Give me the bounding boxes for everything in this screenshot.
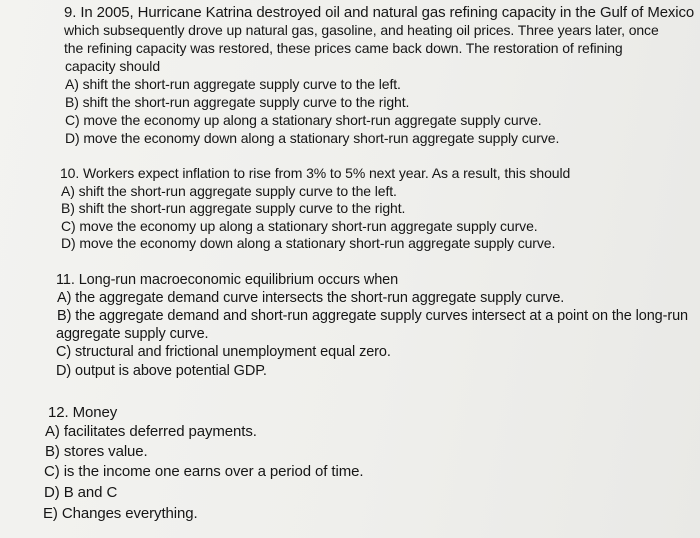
question-9-stem-line-1: 9. In 2005, Hurricane Katrina destroyed oil and natural gas refining capacity in the Gulf of Mexico	[64, 4, 695, 21]
question-9-stem-line-4: capacity should	[65, 58, 161, 74]
question-12-option-b: B) stores value.	[45, 443, 148, 460]
question-9-option-a: A) shift the short-run aggregate supply curve to the left.	[65, 76, 401, 92]
question-12-option-d: D) B and C	[44, 484, 118, 501]
question-11-option-c: C) structural and frictional unemployment equal zero.	[56, 344, 391, 360]
question-10-option-b: B) shift the short-run aggregate supply curve to the right.	[61, 200, 406, 216]
question-10-option-c: C) move the economy up along a stationary short-run aggregate supply curve.	[61, 218, 538, 234]
question-9-option-c: C) move the economy up along a stationary short-run aggregate supply curve.	[65, 112, 542, 128]
question-12-option-c: C) is the income one earns over a period of time.	[44, 463, 364, 480]
question-11-option-d: D) output is above potential GDP.	[56, 363, 267, 379]
question-9-stem-line-3: the refining capacity was restored, these prices came back down. The restoration of refining	[64, 40, 623, 56]
question-9-option-b: B) shift the short-run aggregate supply curve to the right.	[65, 94, 410, 110]
question-11-option-b-continued: aggregate supply curve.	[56, 326, 209, 342]
question-12-stem-line-1: 12. Money	[48, 404, 118, 421]
question-11-option-b: B) the aggregate demand and short-run aggregate supply curves intersect at a point on the long-run	[57, 308, 689, 324]
question-10-option-d: D) move the economy down along a stationary short-run aggregate supply curve.	[61, 235, 556, 251]
question-10-option-a: A) shift the short-run aggregate supply curve to the left.	[61, 183, 397, 199]
question-12-option-a: A) facilitates deferred payments.	[45, 423, 257, 440]
question-10-stem-line-1: 10. Workers expect inflation to rise from 3% to 5% next year. As a result, this should	[60, 165, 571, 181]
question-12-option-e: E) Changes everything.	[43, 505, 198, 522]
question-9-stem-line-2: which subsequently drove up natural gas, gasoline, and heating oil prices. Three years later, once	[64, 22, 659, 38]
question-9-option-d: D) move the economy down along a stationary short-run aggregate supply curve.	[65, 130, 560, 146]
question-11-option-a: A) the aggregate demand curve intersects the short-run aggregate supply curve.	[57, 290, 565, 306]
question-11-stem-line-1: 11. Long-run macroeconomic equilibrium occurs when	[56, 272, 399, 288]
